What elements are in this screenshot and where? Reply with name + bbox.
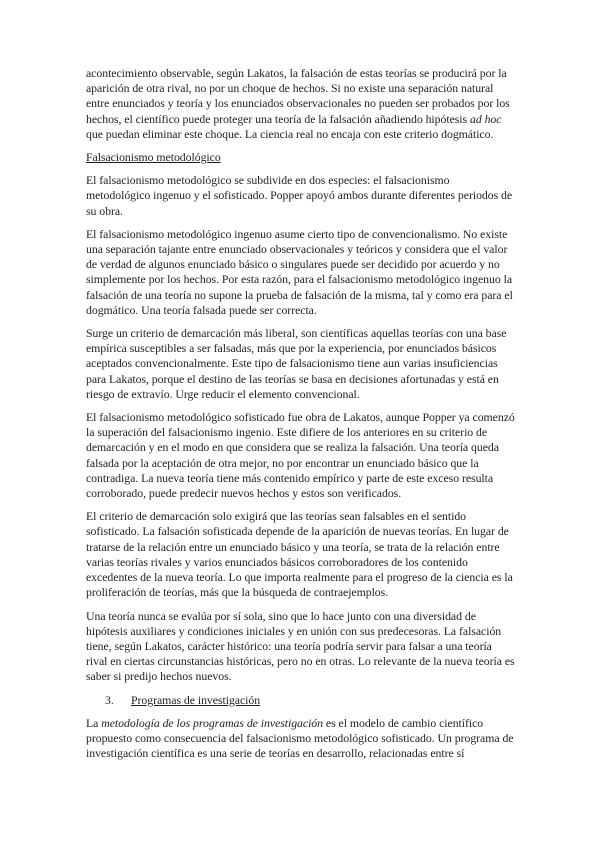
list-heading-text: Programas de investigación (131, 692, 261, 707)
paragraph-0-italic: ad hoc (469, 111, 502, 126)
document-body (86, 66, 516, 769)
paragraph-0 (86, 66, 516, 142)
paragraph-0-text-a: acontecimiento observable, según Lakatos, la falsación de estas teorías se producirá por la aparición de otra rival, no por un choque de hechos. Si no existe una separación natural entre enunciados y teoría y los enunciados observacionales no pueden ser probados por los hechos, el científico puede proteger una teoría de la falsación añadiendo hipótesis (86, 66, 510, 126)
paragraph-7-italic: metodología de los programas de investigación (101, 715, 324, 730)
paragraph-3: Surge un criterio de demarcación más liberal, son científicas aquellas teorías con una base empírica susceptibles a ser falsadas, más que por la experiencia, por enunciados básicos aceptados convencionalmente. Este tipo de falsacionismo tiene aun varias insuficiencias para Lakatos, porque el destino de las teorías se basa en decisiones afortunadas y está en riesgo de extravío. Urge reducir el elemento convencional. (86, 326, 507, 401)
section-heading: Falsacionismo metodológico (86, 150, 221, 165)
paragraph-2: El falsacionismo metodológico ingenuo asume cierto tipo de convencionalismo. No existe una separación tajante entre enunciado observacionales y teóricos y considera que el valor de verdad de algunos enunciado básico o singulares puede ser decidido por acuerdo y no simplemente por los hechos. Por esta razón, para el falsacionismo metodológico ingenuo la falsación de una teoría no supone la prueba de falsación de la misma, tal y como era para el dogmático. Una teoría falsada puede ser correcta. (86, 226, 513, 317)
paragraph-1: El falsacionismo metodológico se subdivide en dos especies: el falsacionismo metodológico ingenuo y el sofisticado. Popper apoyó ambos durante diferentes periodos de su obra. (86, 173, 513, 218)
paragraph-0-text-b: que puedan eliminar este choque. La ciencia real no encaja con este criterio dogmático. (86, 126, 494, 141)
list-heading (86, 693, 516, 708)
paragraph-6: Una teoría nunca se evalúa por sí sola, sino que lo hace junto con una diversidad de hipótesis auxiliares y condiciones iniciales y en unión con sus predecesoras. La falsación tiene, según Lakatos, carácter histórico: una teoría podría servir para falsar a una teoría rival en ciertas circunstancias históricas, pero no en otras. Lo relevante de la nueva teoría es saber si predijo hechos nuevos. (86, 608, 515, 684)
paragraph-7 (86, 716, 516, 762)
paragraph-7-text-b: es el modelo de cambio científico propuesto como consecuencia del falsacionismo metodológico sofisticado. Un programa de investigación científica es una serie de teorías en desarrollo, relacionadas entre sí (86, 715, 514, 761)
paragraph-7-text-a: La (86, 715, 102, 730)
paragraph-5: El criterio de demarcación solo exigirá que las teorías sean falsables en el sentido sofisticado. La falsación sofisticada depende de la aparición de nuevas teorías. En lugar de tratarse de la relación entre un enunciado básico y una teoría, se trata de la relación entre varias teorías rivales y varios enunciados básicos corroboradores de los contenido excedentes de la nueva teoría. Lo que importa realmente para el progreso de la ciencia es la proliferación de teorías, más que la búsqueda de contraejemplos. (86, 509, 513, 600)
list-heading-number: 3. (105, 692, 114, 707)
paragraph-4: El falsacionismo metodológico sofisticado fue obra de Lakatos, aunque Popper ya comenzó la superación del falsacionismo ingenio. Este difiere de los anteriores en su criterio de demarcación y en el modo en que considera que se realiza la falsación. Una teoría queda falsada por la aceptación de otra mejor, no por encontrar un enunciado básico que la contradiga. La nueva teoría tiene más contenido empírico y parte de este exceso resulta corroborado, puede predecir nuevos hechos y estos son verificados. (86, 410, 515, 501)
